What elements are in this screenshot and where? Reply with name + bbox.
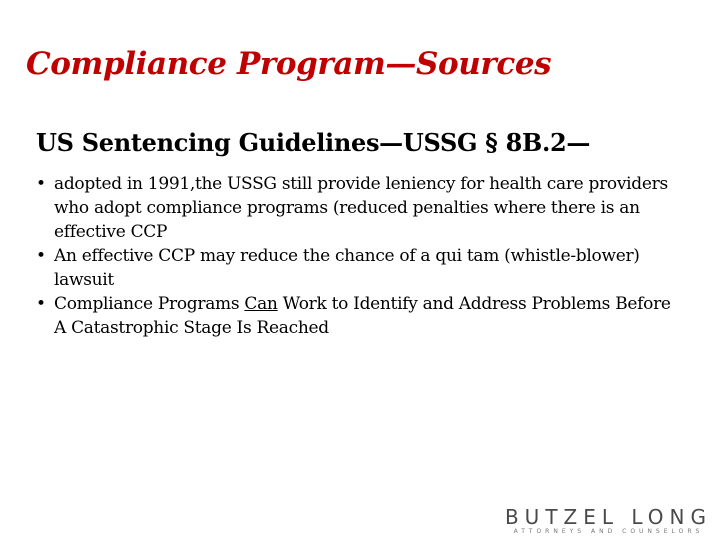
slide-title: Compliance Program—Sources	[26, 46, 552, 82]
logo-sub-text: ATTORNEYS AND COUNSELORS	[513, 528, 704, 535]
bullet-item	[36, 244, 676, 292]
bullet-dot-icon: •	[36, 174, 46, 194]
bullet-list	[36, 172, 676, 340]
bullet-text-underlined: Can	[244, 294, 278, 314]
slide-subheading	[36, 128, 590, 157]
company-logo	[505, 506, 712, 536]
bullet-item	[36, 292, 676, 340]
bullet-item	[36, 172, 676, 244]
subheading-bold: US Sentencing Guidelines	[36, 128, 380, 157]
bullet-text-before: Compliance Programs	[54, 294, 245, 314]
bullet-text: adopted in 1991,the USSG still provide leniency for health care providers who adopt compliance programs (reduced penalties where there is an effective CCP	[54, 174, 668, 242]
bullet-dot-icon: •	[36, 294, 46, 314]
bullet-text: An effective CCP may reduce the chance of a qui tam (whistle-blower) lawsuit	[54, 246, 640, 290]
bullet-dot-icon: •	[36, 246, 46, 266]
logo-main-text: BUTZEL LONG	[504, 505, 712, 529]
bullet-text-after: Work to Identify and Address Problems Before A Catastrophic Stage Is Reached	[54, 294, 671, 338]
subheading-rest: —USSG § 8B.2—	[379, 128, 591, 157]
